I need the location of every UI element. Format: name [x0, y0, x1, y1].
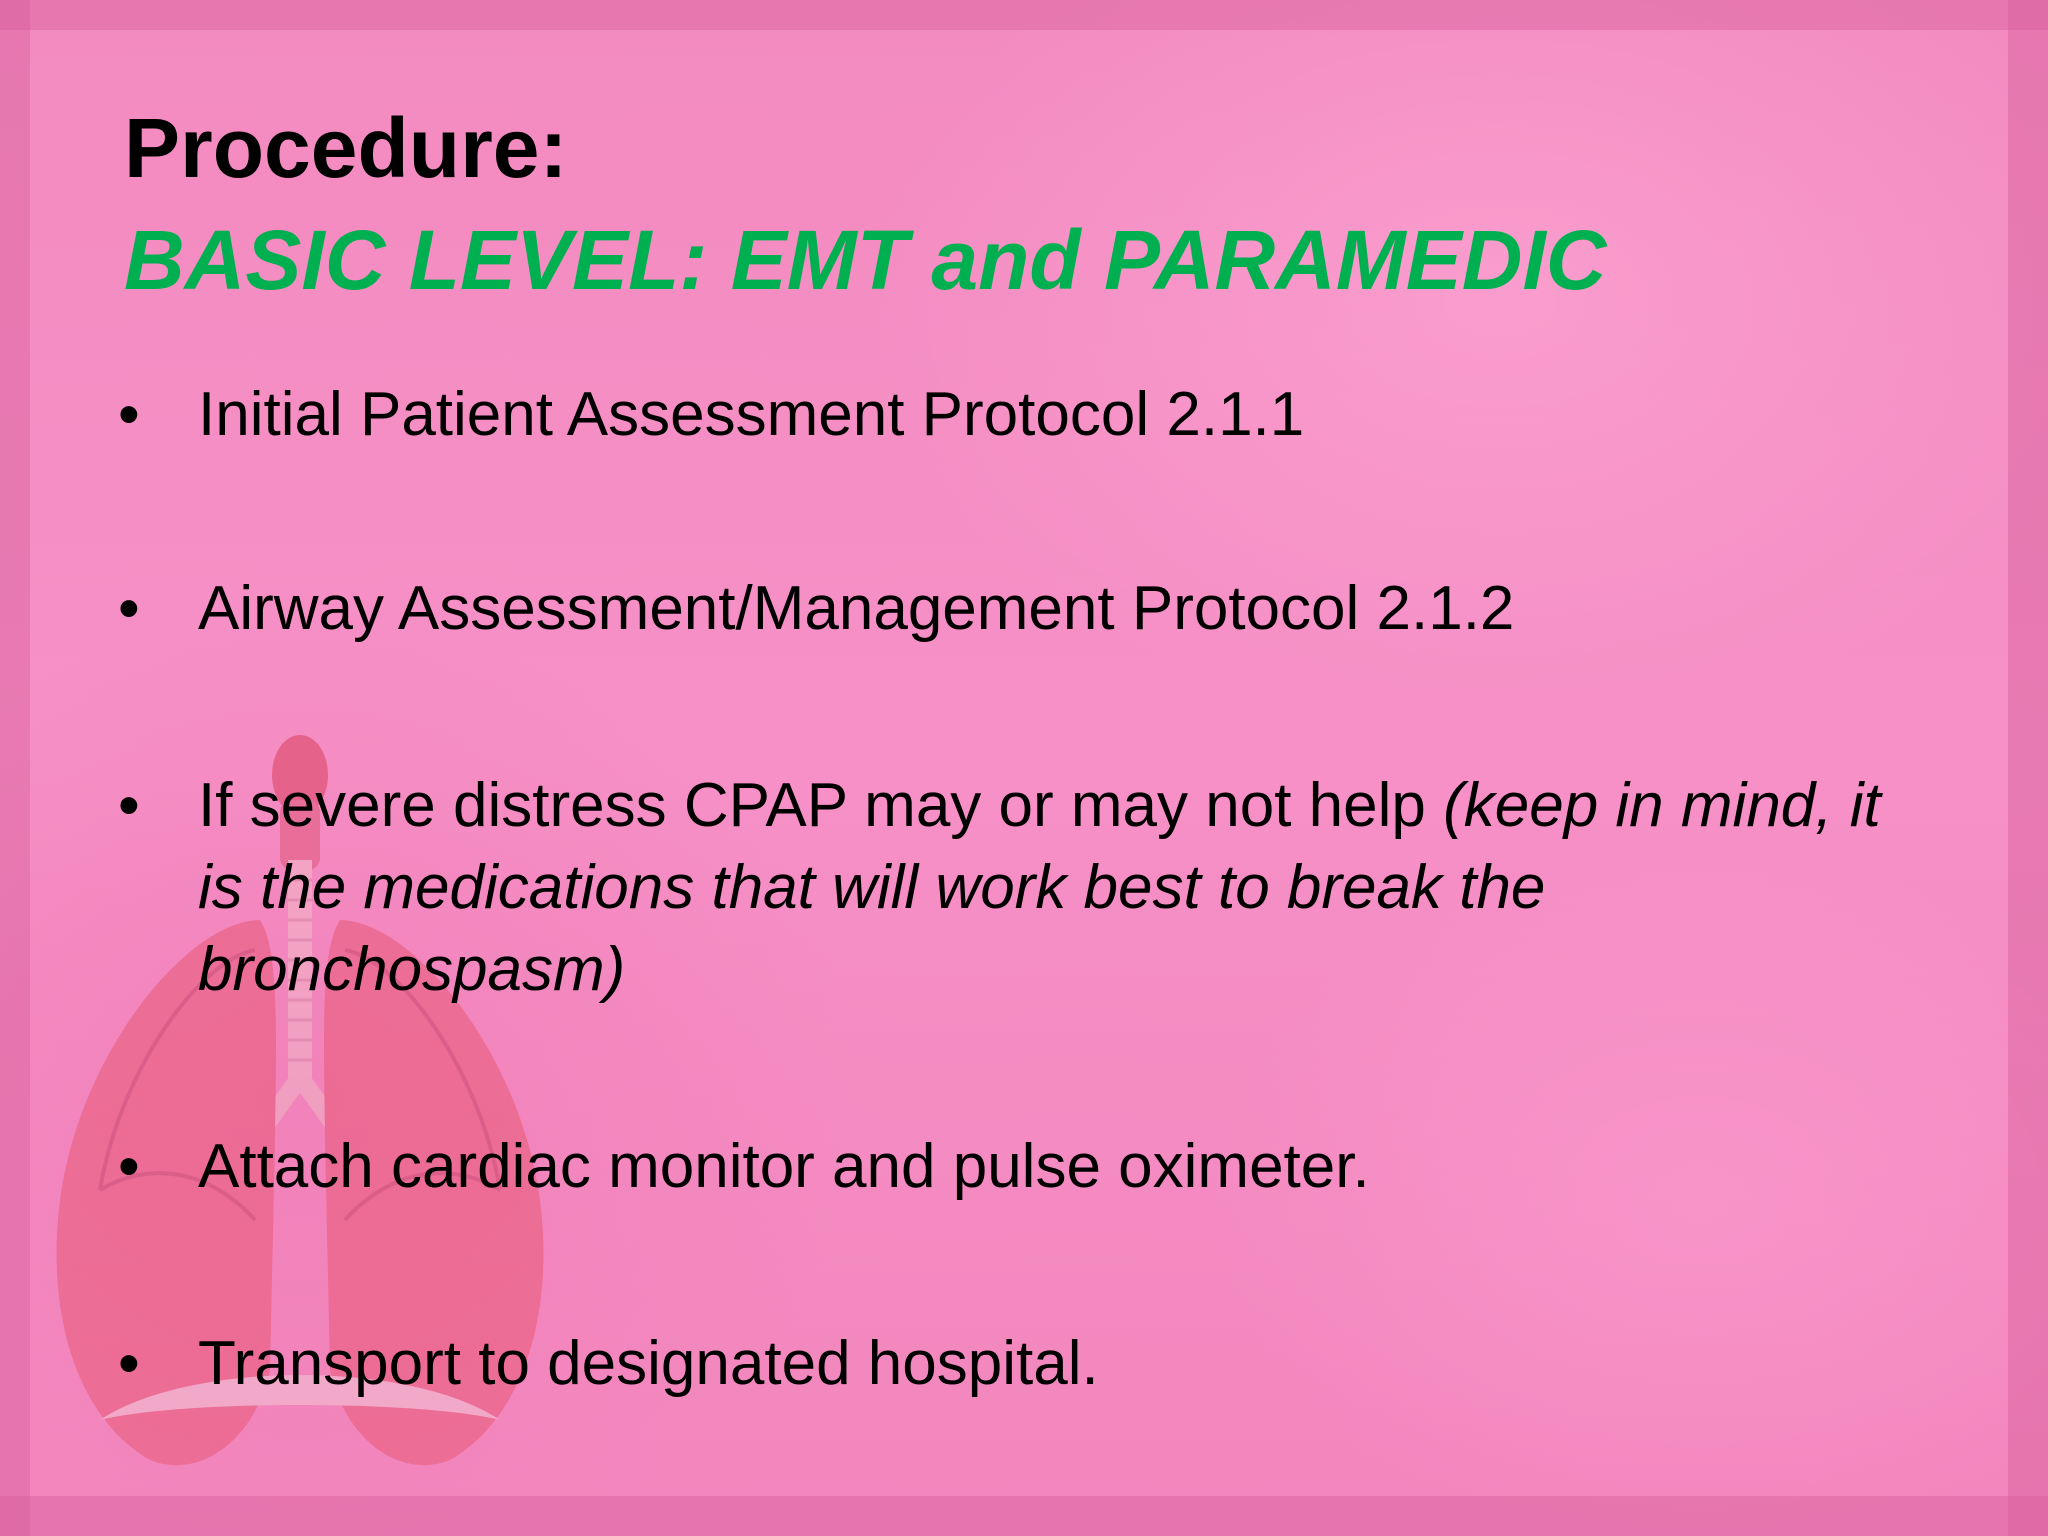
bullet-text: Initial Patient Assessment Protocol 2.1.1	[198, 380, 1305, 449]
bullet-text-with-note	[198, 765, 1938, 1011]
slide-border-top	[0, 0, 2048, 30]
bullet-item	[118, 568, 1938, 650]
slide-border-bottom	[0, 1496, 2048, 1536]
slide-border-right	[2008, 0, 2048, 1536]
bullet-text: If severe distress CPAP may or may not help	[198, 771, 1444, 840]
bullet-item	[118, 765, 1938, 1011]
bullet-note: (keep in mind, it is the medications that will work best to break the bronchospasm)	[198, 771, 1881, 1004]
bullet-text: Attach cardiac monitor and pulse oximeter.	[198, 1132, 1370, 1201]
bullet-marker: •	[118, 1132, 140, 1201]
slide-border-left	[0, 0, 30, 1536]
bullet-marker: •	[118, 771, 140, 840]
bullet-text: Transport to designated hospital.	[198, 1329, 1099, 1398]
bullet-marker: •	[118, 1329, 140, 1398]
bullet-text: Airway Assessment/Management Protocol 2.1.2	[198, 574, 1515, 643]
bullet-item	[118, 374, 1938, 456]
bullet-item	[118, 1126, 1938, 1208]
bullet-marker: •	[118, 574, 140, 643]
slide-title: Procedure:	[124, 101, 568, 195]
bullet-item	[118, 1323, 1938, 1405]
bullet-marker: •	[118, 380, 140, 449]
slide-subtitle: BASIC LEVEL: EMT and PARAMEDIC	[124, 213, 1607, 307]
